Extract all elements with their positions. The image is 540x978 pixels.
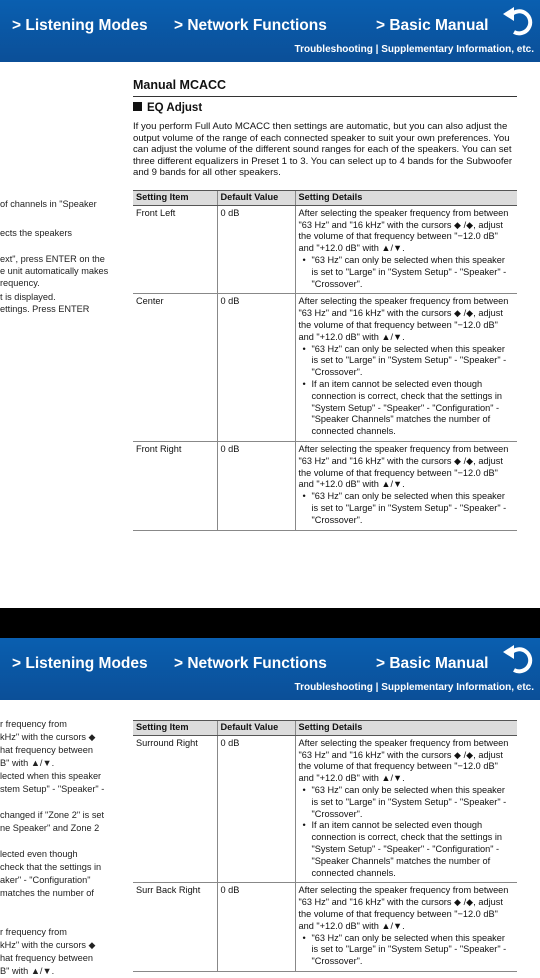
left-column-fragment: ects the speakers [0,228,73,238]
details-text: After selecting the speaker frequency from between "63 Hz" and "16 kHz" with the cursors ◆ /◆, adjust the volume of that frequency between "−12.0 dB" and "+12.0 dB" with ▲/▼. [298,296,509,342]
left-column-fragment: requency. [0,278,40,288]
column-header: Setting Details [295,191,517,206]
left-column-spacer [0,796,104,809]
setting-item: Surround Right [133,735,217,883]
left-column-fragment: B" with ▲/▼. [0,966,55,976]
left-column-fragment: changed if "Zone 2" is set [0,810,105,820]
left-column-fragment: of channels in "Speaker [0,199,97,209]
column-header: Setting Item [133,721,217,736]
return-arrow-icon[interactable] [502,642,536,674]
left-column-fragment: matches the number of [0,888,94,898]
default-value: 0 dB [217,441,295,530]
setting-details [295,205,517,294]
left-column-fragment: aker" - "Configuration" [0,875,91,885]
default-value: 0 dB [217,205,295,294]
left-column-fragment: kHz" with the cursors ◆ [0,940,96,950]
page-separator [0,608,540,638]
table-row [133,205,517,294]
column-header: Setting Details [295,721,517,736]
left-column-fragments [0,718,104,978]
left-column-fragment: stem Setup" - "Speaker" - [0,784,105,794]
troubleshooting-link[interactable]: Troubleshooting | Supplementary Information, etc. [294,44,534,55]
section-heading-text: EQ Adjust [147,102,203,114]
details-text: After selecting the speaker frequency from between "63 Hz" and "16 kHz" with the cursors ◆ /◆, adjust the volume of that frequency between "−12.0 dB" and "+12.0 dB" with ▲/▼. [298,207,509,254]
square-bullet-icon [133,102,142,111]
setting-item: Center [133,294,217,442]
left-column-fragment: ext", press ENTER on the [0,254,105,264]
header-bar [0,0,540,62]
nav-listening-modes-link[interactable]: > Listening Modes [12,655,148,672]
return-arrow-icon[interactable] [502,4,536,36]
nav-basic-manual-link[interactable]: > Basic Manual [376,17,489,34]
left-column-fragment: hat frequency between [0,745,93,755]
default-value: 0 dB [217,735,295,883]
left-column-fragment: ne Speaker" and Zone 2 [0,823,100,833]
left-column-fragment: lected even though [0,849,78,859]
default-value: 0 dB [217,294,295,442]
manual-page-2 [0,638,540,976]
left-column-spacer [0,900,104,926]
left-column-fragment: r frequency from [0,719,67,729]
left-column-fragment: r frequency from [0,927,67,937]
header-bar [0,638,540,700]
left-column-spacer [0,835,104,848]
nav-network-functions-link[interactable]: > Network Functions [174,17,327,34]
note-bullet: • "63 Hz" can only be selected when this speaker is set to "Large" in "System Setup" - "Speaker" - "Crossover". [299,491,515,526]
setting-item: Surr Back Right [133,883,217,972]
setting-details [295,735,517,883]
default-value: 0 dB [217,883,295,972]
table-header-row [133,721,517,736]
table-row [133,883,517,972]
table-row [133,294,517,442]
details-text: After selecting the speaker frequency from between "63 Hz" and "16 kHz" with the cursors ◆ /◆, adjust the volume of that frequency between "−12.0 dB" and "+12.0 dB" with ▲/▼. [298,737,509,784]
column-header: Default Value [217,191,295,206]
title-divider [133,96,517,97]
setting-details [295,294,517,442]
page-title: Manual MCACC [133,78,227,92]
setting-item: Front Right [133,441,217,530]
note-bullet: • If an item cannot be selected even though connection is correct, check that the settings in "System Setup" - "Speaker" - "Configuration" - "Speaker Channels" matches the number of connected channels. [299,379,515,438]
left-column-fragment: check that the settings in [0,862,102,872]
left-column-fragment: t is displayed. [0,292,56,302]
column-header: Setting Item [133,191,217,206]
left-column-fragment: hat frequency between [0,953,93,963]
setting-details [295,441,517,530]
intro-paragraph: If you perform Full Auto MCACC then settings are automatic, but you can also adjust the output volume of the range of each connected speaker to suit your own preferences. You can adjust the volume of the different sound ranges for each of the speakers. You can set three different equalizers in Preset 1 to 3. You can select up to 4 bands for the Subwoofer and 9 bands for all other speakers. [133,121,513,179]
note-bullet: • "63 Hz" can only be selected when this speaker is set to "Large" in "System Setup" - "Speaker" - "Crossover". [299,344,515,379]
table-row [133,735,517,883]
nav-basic-manual-link[interactable]: > Basic Manual [376,655,489,672]
details-text: After selecting the speaker frequency from between "63 Hz" and "16 kHz" with the cursors ◆ /◆, adjust the volume of that frequency between "−12.0 dB" and "+12.0 dB" with ▲/▼. [298,885,509,931]
note-bullet: • "63 Hz" can only be selected when this speaker is set to "Large" in "System Setup" - "Speaker" - "Crossover". [299,785,515,820]
left-column-fragment: kHz" with the cursors ◆ [0,732,96,742]
column-header: Default Value [217,721,295,736]
nav-network-functions-link[interactable]: > Network Functions [174,655,327,672]
note-bullet: • "63 Hz" can only be selected when this speaker is set to "Large" in "System Setup" - "Speaker" - "Crossover". [299,255,515,290]
settings-table [133,190,517,531]
troubleshooting-link[interactable]: Troubleshooting | Supplementary Information, etc. [294,682,534,693]
setting-item: Front Left [133,205,217,294]
left-column-fragment: B" with ▲/▼. [0,758,55,768]
note-bullet: • If an item cannot be selected even though connection is correct, check that the settings in "System Setup" - "Speaker" - "Configuration" - "Speaker Channels" matches the number of connected channels. [299,820,515,879]
table-header-row [133,191,517,206]
left-column-fragment: ettings. Press ENTER [0,304,90,314]
setting-details [295,883,517,972]
details-text: After selecting the speaker frequency from between "63 Hz" and "16 kHz" with the cursors ◆ /◆, adjust the volume of that frequency between "−12.0 dB" and "+12.0 dB" with ▲/▼. [298,443,509,490]
nav-listening-modes-link[interactable]: > Listening Modes [12,17,148,34]
note-bullet: • "63 Hz" can only be selected when this speaker is set to "Large" in "System Setup" - "Speaker" - "Crossover". [299,933,515,968]
section-heading [133,102,202,114]
settings-table [133,720,517,972]
table-row [133,441,517,530]
left-column-fragment: e unit automatically makes [0,266,109,276]
left-column-fragment: lected when this speaker [0,771,102,781]
